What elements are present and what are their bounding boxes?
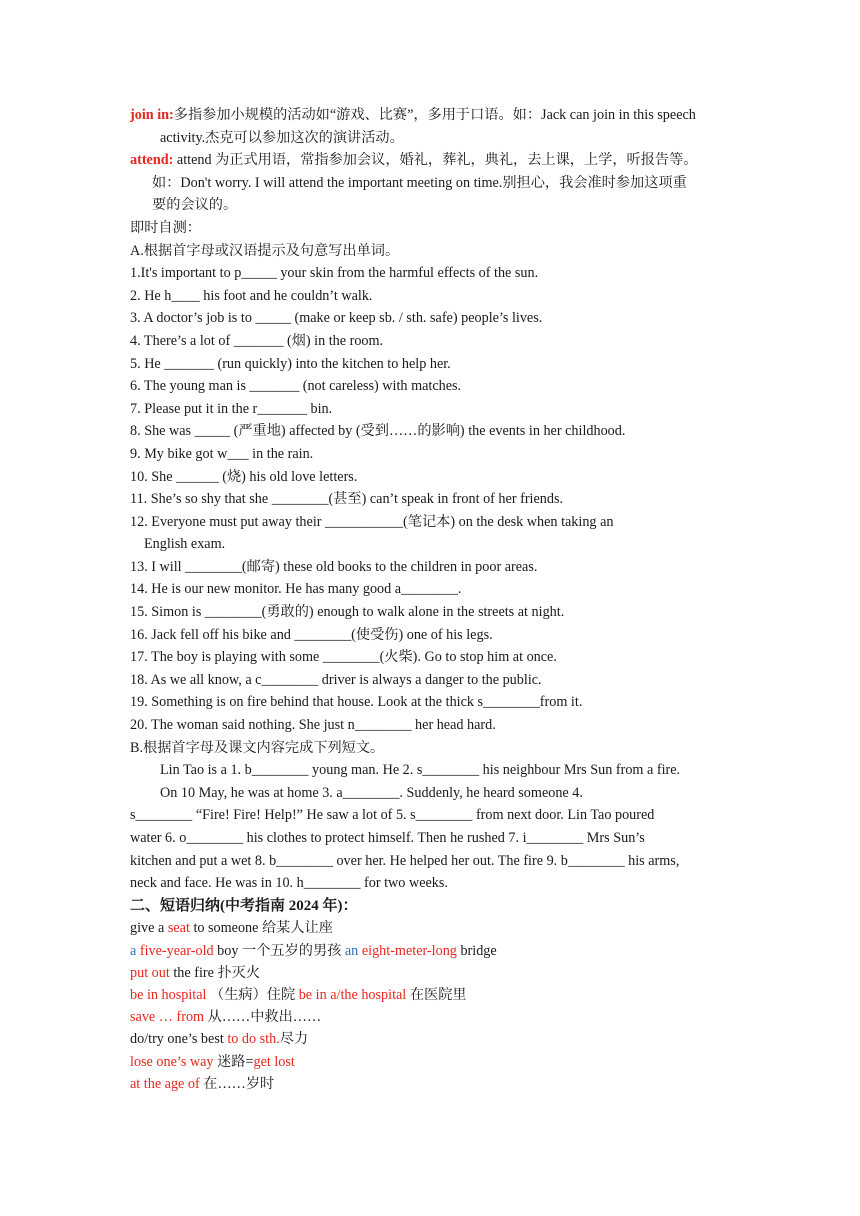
term-join-in: join in: (130, 107, 174, 123)
exercise-item-7: 7. Please put it in the r_______ bin. (130, 400, 333, 417)
term-attend: attend: (130, 152, 174, 169)
exercise-item-12: 12. Everyone must put away their ___________(笔记本) on the desk when taking an (130, 513, 614, 530)
exercise-item-11: 11. She’s so shy that she ________(甚至) can’t speak in front of her friends. (130, 491, 564, 508)
passage-line-3: s________ “Fire! Fire! Help!” He saw a lot of 5. s________ from next door. Lin Tao poured (130, 807, 655, 824)
passage-line-1: Lin Tao is a 1. b________ young man. He 2. s________ his neighbour Mrs Sun from a fire. (160, 762, 681, 779)
passage-line-5: kitchen and put a wet 8. b________ over her. He helped her out. The fire 9. b________ his arms, (130, 852, 680, 869)
exercise-item-2: 2. He h____ his foot and he couldn’t walk. (130, 287, 373, 304)
exercise-item-15: 15. Simon is ________(勇敢的) enough to walk alone in the streets at night. (130, 604, 565, 621)
exercise-item-19: 19. Something is on fire behind that house. Look at the thick s________from it. (130, 694, 583, 711)
phrase-save-from: save … from 从……中救出…… (130, 1009, 322, 1026)
exercise-item-13: 13. I will ________(邮寄) these old books to the children in poor areas. (130, 558, 538, 575)
phrase-lose-way: lose one’s way 迷路=get lost (130, 1053, 295, 1070)
exercise-item-3: 3. A doctor’s job is to _____ (make or keep sb. / sth. safe) people’s lives. (130, 310, 543, 327)
attend-example-cont: 要的会议的。 (152, 197, 238, 214)
phrase-age-of: at the age of 在……岁时 (130, 1075, 275, 1092)
exercise-item-4: 4. There’s a lot of _______ (烟) in the room. (130, 332, 384, 349)
exercise-item-6: 6. The young man is _______ (not careless) with matches. (130, 378, 462, 395)
test-title: 即时自测： (130, 219, 201, 236)
exercise-item-5: 5. He _______ (run quickly) into the kitchen to help her. (130, 355, 451, 372)
phrase-do-best: do/try one’s best to do sth.尽力 (130, 1031, 309, 1048)
exercise-item-12-cont: English exam. (144, 536, 226, 553)
passage-line-4: water 6. o________ his clothes to protect himself. Then he rushed 7. i________ Mrs Sun’s (130, 830, 645, 846)
attend-entry (130, 149, 740, 172)
passage-line-2: On 10 May, he was at home 3. a________. Suddenly, he heard someone 4. (160, 784, 583, 801)
exercise-item-10: 10. She ______ (烧) his old love letters. (130, 468, 358, 485)
phrase-put-out: put out the fire 扑灭火 (130, 964, 261, 981)
phrases-heading: 二、短语归纳(中考指南 2024 年)： (130, 897, 358, 914)
exercise-item-17: 17. The boy is playing with some ________(火柴). Go to stop him at once. (130, 649, 557, 666)
exercise-item-9: 9. My bike got w___ in the rain. (130, 445, 314, 462)
exercise-item-14: 14. He is our new monitor. He has many good a________. (130, 581, 462, 598)
exercise-item-8: 8. She was _____ (严重地) affected by (受到……的影响) the events in her childhood. (130, 423, 626, 440)
passage-line-6: neck and face. He was in 10. h________ for two weeks. (130, 875, 448, 892)
attend-definition: attend 为正式用语，常指参加会议，婚礼，葬礼，典礼，去上课，上学，听报告等。 (173, 152, 698, 169)
exercise-item-20: 20. The woman said nothing. She just n________ her head hard. (130, 717, 496, 734)
part-a-instruction: A.根据首字母或汉语提示及句意写出单词。 (130, 242, 400, 259)
exercise-item-1: 1.It's important to p_____ your skin from the harmful effects of the sun. (130, 265, 539, 282)
document-page (130, 104, 740, 1095)
phrase-five-year-old: a five-year-old boy 一个五岁的男孩 an eight-meter-long bridge (130, 942, 497, 959)
attend-example: 如：Don't worry. I will attend the important meeting on time.别担心，我会准时参加这项重 (152, 174, 687, 191)
exercise-item-16: 16. Jack fell off his bike and ________(使受伤) one of his legs. (130, 626, 493, 643)
exercise-item-18: 18. As we all know, a c________ driver is always a danger to the public. (130, 671, 542, 688)
join-in-definition: 多指参加小规模的活动如“游戏、比赛”，多用于口语。如：Jack can join in this speech (173, 107, 696, 123)
phrase-give-seat: give a seat to someone 给某人让座 (130, 920, 333, 937)
join-in-example: activity.杰克可以参加这次的演讲活动。 (160, 129, 404, 146)
phrase-in-hospital: be in hospital （生病）住院 be in a/the hospital 在医院里 (130, 986, 467, 1003)
join-in-entry (130, 104, 740, 127)
part-b-instruction: B.根据首字母及课文内容完成下列短文。 (130, 739, 385, 756)
